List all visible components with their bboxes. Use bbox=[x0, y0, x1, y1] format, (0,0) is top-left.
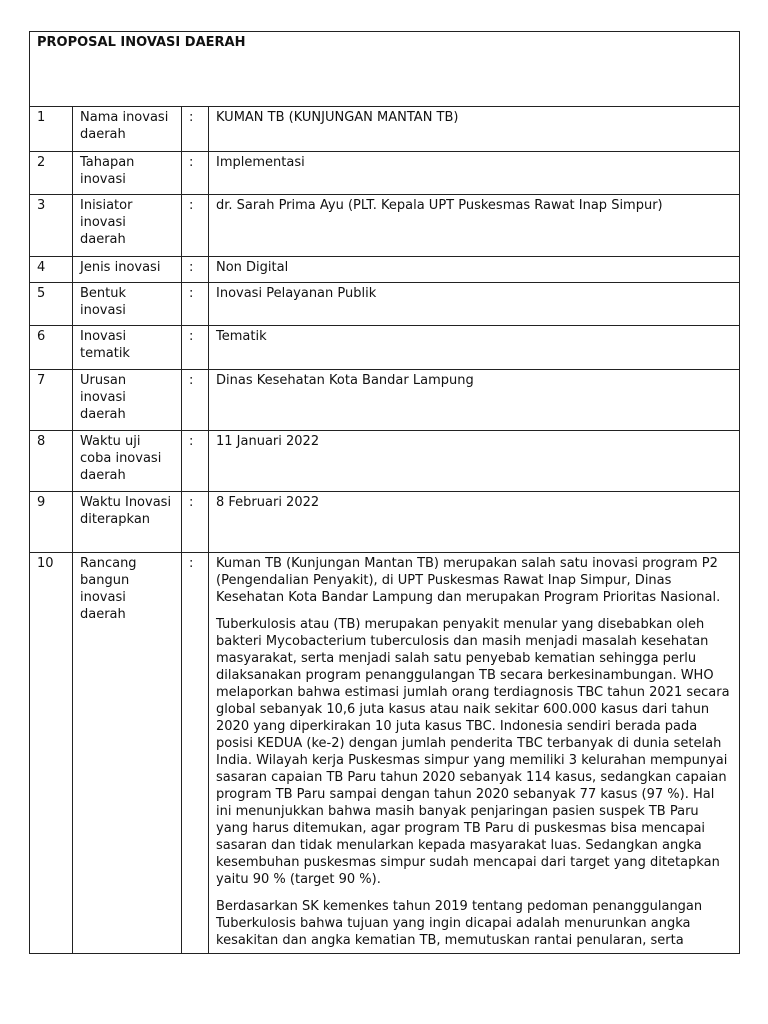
row-number: 5 bbox=[30, 283, 73, 326]
row-separator: : bbox=[182, 257, 209, 283]
table-row bbox=[30, 283, 740, 326]
row-number: 6 bbox=[30, 326, 73, 370]
row-separator: : bbox=[182, 152, 209, 195]
row-label: Nama inovasi daerah bbox=[73, 107, 182, 152]
row-separator: : bbox=[182, 370, 209, 431]
proposal-table bbox=[29, 31, 740, 954]
row-separator: : bbox=[182, 283, 209, 326]
row-number: 7 bbox=[30, 370, 73, 431]
table-row bbox=[30, 431, 740, 492]
row-value: Tematik bbox=[209, 326, 740, 370]
row-number: 8 bbox=[30, 431, 73, 492]
row-separator: : bbox=[182, 431, 209, 492]
row-number: 4 bbox=[30, 257, 73, 283]
table-row bbox=[30, 370, 740, 431]
row-value: Dinas Kesehatan Kota Bandar Lampung bbox=[209, 370, 740, 431]
row-label: Waktu uji coba inovasi daerah bbox=[73, 431, 182, 492]
row-separator: : bbox=[182, 195, 209, 257]
row-label: Jenis inovasi bbox=[73, 257, 182, 283]
table-row bbox=[30, 492, 740, 553]
row-separator: : bbox=[182, 553, 209, 954]
table-row bbox=[30, 257, 740, 283]
row-value: 8 Februari 2022 bbox=[209, 492, 740, 553]
paragraph-background: Tuberkulosis atau (TB) merupakan penyakit menular yang disebabkan oleh bakteri Mycobacterium tuberculosis dan masih menjadi masalah kesehatan masyarakat, serta menjadi salah satu penyebab kematian sehingga perlu dilaksanakan program penanggulangan TB secara berkesinambungan. WHO melaporkan bahwa estimasi jumlah orang terdiagnosis TBC tahun 2021 secara global sebanyak 10,6 juta kasus atau naik sekitar 600.000 kasus dari tahun 2020 yang diperkirakan 10 juta kasus TBC. Indonesia sendiri berada pada posisi KEDUA (ke-2) dengan jumlah penderita TBC terbanyak di dunia setelah India. Wilayah kerja Puskesmas simpur yang memiliki 3 kelurahan mempunyai sasaran capaian TB Paru tahun 2020 sebanyak 114 kasus, sedangkan capaian program TB Paru sampai dengan tahun 2020 sebanyak 77 kasus (97 %). Hal ini menunjukkan bahwa masih banyak penjaringan pasien suspek TB Paru yang harus ditemukan, agar program TB Paru di puskesmas bisa mencapai sasaran dan tidak menularkan kepada masyarakat luas. Sedangkan angka kesembuhan puskesmas simpur sudah mencapai dari target yang ditetapkan yaitu 90 % (target 90 %). bbox=[216, 617, 730, 887]
row-number: 2 bbox=[30, 152, 73, 195]
table-row bbox=[30, 107, 740, 152]
row-value: KUMAN TB (KUNJUNGAN MANTAN TB) bbox=[209, 107, 740, 152]
row-label: Bentuk inovasi bbox=[73, 283, 182, 326]
row-number: 10 bbox=[30, 553, 73, 954]
table-row bbox=[30, 326, 740, 370]
row-label: Rancang bangun inovasi daerah bbox=[73, 553, 182, 954]
table-row bbox=[30, 152, 740, 195]
row-value: Implementasi bbox=[209, 152, 740, 195]
row-value: dr. Sarah Prima Ayu (PLT. Kepala UPT Puskesmas Rawat Inap Simpur) bbox=[209, 195, 740, 257]
row-label: Urusan inovasi daerah bbox=[73, 370, 182, 431]
row-separator: : bbox=[182, 107, 209, 152]
row-number: 3 bbox=[30, 195, 73, 257]
table-row bbox=[30, 195, 740, 257]
row-value: Inovasi Pelayanan Publik bbox=[209, 283, 740, 326]
row-label: Inisiator inovasi daerah bbox=[73, 195, 182, 257]
document-title: PROPOSAL INOVASI DAERAH bbox=[30, 32, 740, 107]
row-number: 9 bbox=[30, 492, 73, 553]
row-label: Tahapan inovasi bbox=[73, 152, 182, 195]
table-row-rancang-bangun bbox=[30, 553, 740, 954]
row-value: 11 Januari 2022 bbox=[209, 431, 740, 492]
row-label: Waktu Inovasi diterapkan bbox=[73, 492, 182, 553]
row-value-paragraphs bbox=[209, 553, 740, 954]
row-label: Inovasi tematik bbox=[73, 326, 182, 370]
row-value: Non Digital bbox=[209, 257, 740, 283]
paragraph-regulation: Berdasarkan SK kemenkes tahun 2019 tentang pedoman penanggulangan Tuberkulosis bahwa tujuan yang ingin dicapai adalah menurunkan angka kesakitan dan angka kematian TB, memutuskan rantai penularan, serta bbox=[216, 899, 703, 948]
row-number: 1 bbox=[30, 107, 73, 152]
row-separator: : bbox=[182, 326, 209, 370]
title-row bbox=[30, 32, 740, 107]
paragraph-intro: Kuman TB (Kunjungan Mantan TB) merupakan salah satu inovasi program P2 (Pengendalian Penyakit), di UPT Puskesmas Rawat Inap Simpur, Dinas Kesehatan Kota Bandar Lampung dan merupakan Program Prioritas Nasional. bbox=[216, 556, 721, 605]
row-separator: : bbox=[182, 492, 209, 553]
